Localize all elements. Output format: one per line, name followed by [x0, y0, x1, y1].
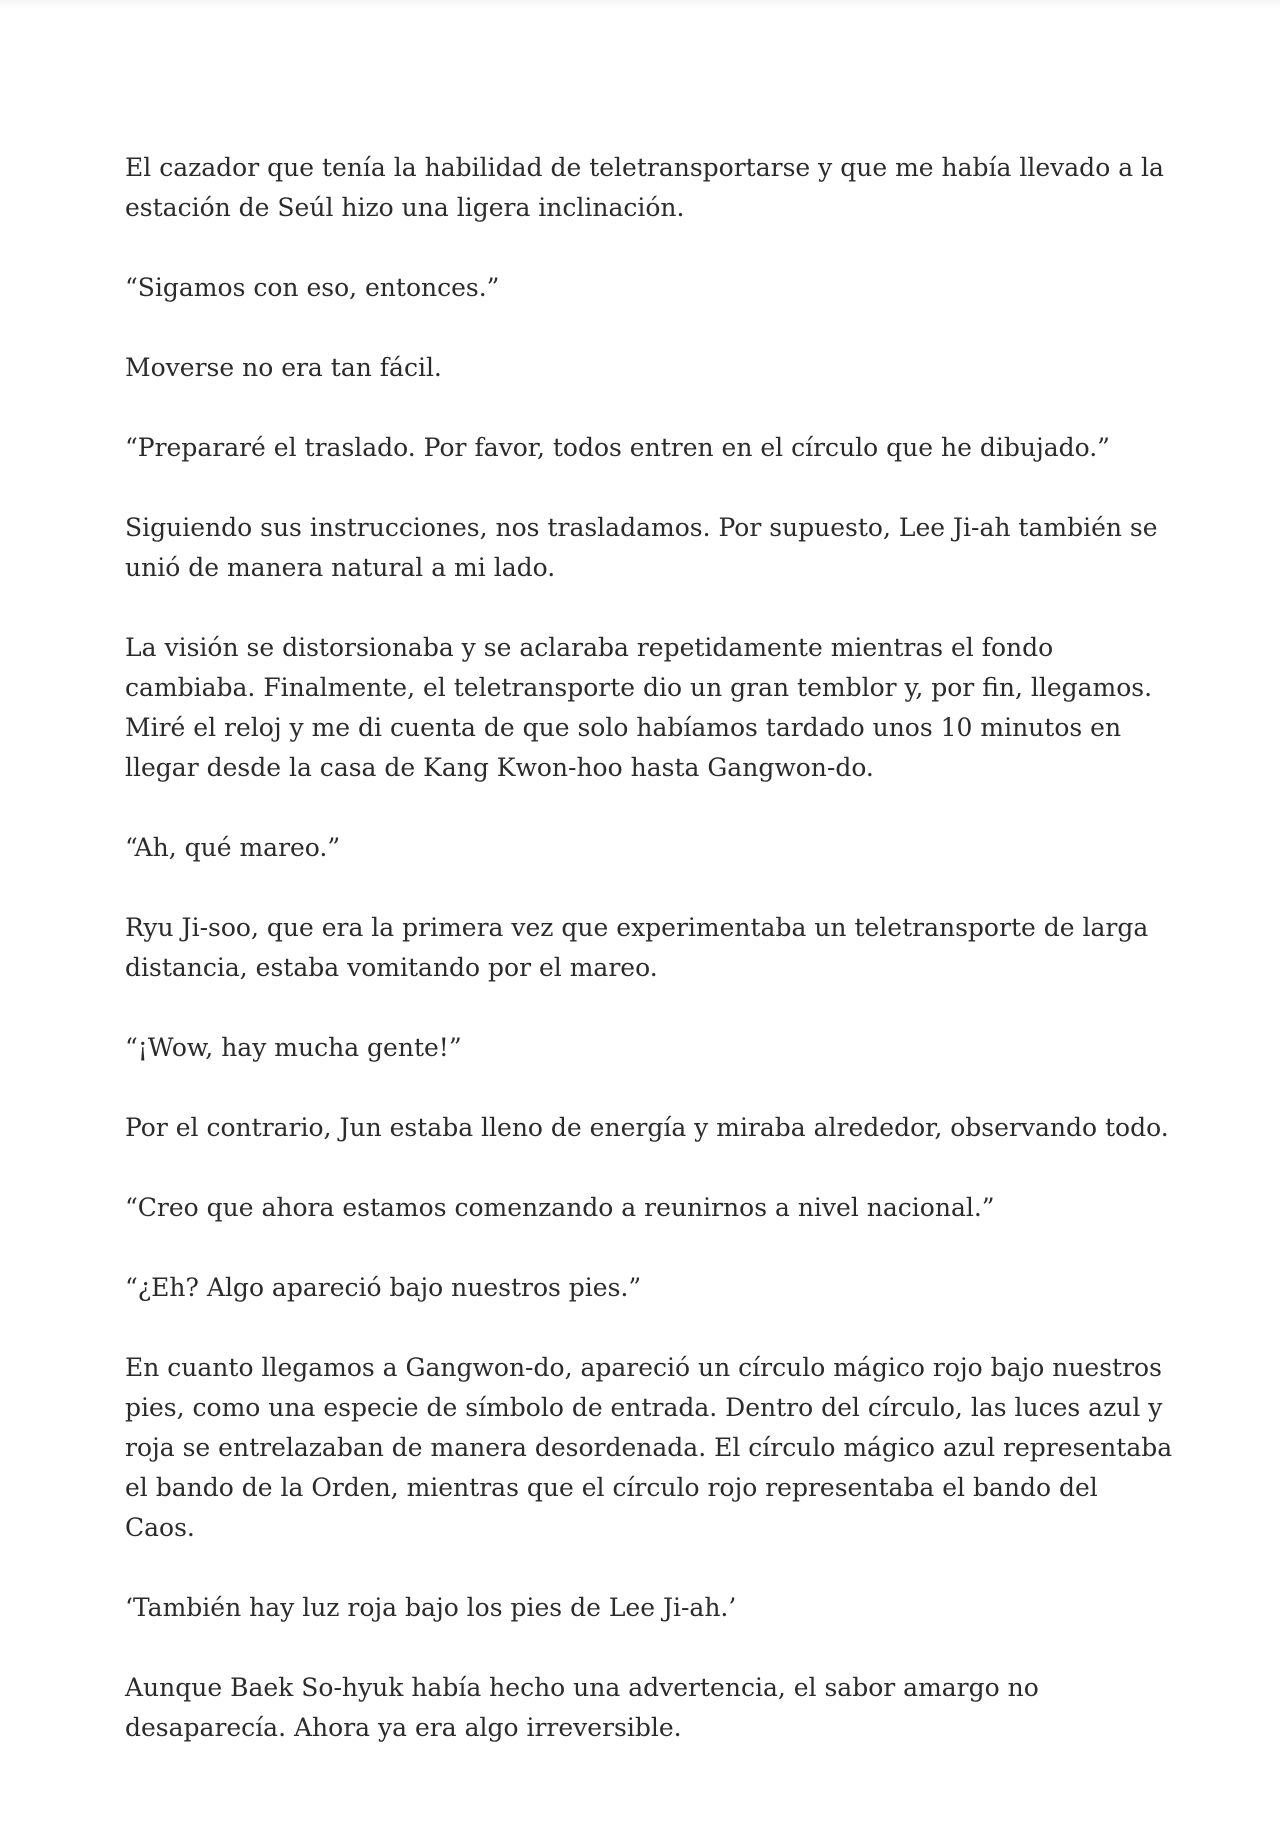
- paragraph-3: Moverse no era tan fácil.: [125, 353, 442, 382]
- paragraph-2: “Sigamos con eso, entonces.”: [125, 273, 500, 302]
- paragraph-6: La visión se distorsionaba y se aclaraba repetidamente mientras el fondo cambiaba. Finalmente, el teletransporte dio un gran temblor y, por fin, llegamos. Miré el reloj y me di cuenta de que solo habíamos tardado unos 10 minutos en llegar desde la casa de Kang Kwon-hoo hasta Gangwon-do.: [125, 633, 1153, 782]
- top-edge-shadow: [0, 0, 1280, 10]
- paragraph-9: “¡Wow, hay mucha gente!”: [125, 1033, 462, 1062]
- paragraph-14: ‘También hay luz roja bajo los pies de Lee Ji-ah.’: [125, 1593, 737, 1622]
- document-body: [125, 148, 1175, 1788]
- paragraph-10: Por el contrario, Jun estaba lleno de energía y miraba alrededor, observando todo.: [125, 1113, 1169, 1142]
- paragraph-13: En cuanto llegamos a Gangwon-do, apareció un círculo mágico rojo bajo nuestros pies, como una especie de símbolo de entrada. Dentro del círculo, las luces azul y roja se entrelazaban de manera desordenada. El círculo mágico azul representaba el bando de la Orden, mientras que el círculo rojo representaba el bando del Caos.: [125, 1353, 1173, 1542]
- paragraph-11: “Creo que ahora estamos comenzando a reunirnos a nivel nacional.”: [125, 1193, 995, 1222]
- paragraph-1: El cazador que tenía la habilidad de teletransportarse y que me había llevado a la estación de Seúl hizo una ligera inclinación.: [125, 153, 1164, 222]
- paragraph-7: “Ah, qué mareo.”: [125, 833, 341, 862]
- paragraph-4: “Prepararé el traslado. Por favor, todos entren en el círculo que he dibujado.”: [125, 433, 1110, 462]
- paragraph-8: Ryu Ji-soo, que era la primera vez que experimentaba un teletransporte de larga distancia, estaba vomitando por el mareo.: [125, 913, 1149, 982]
- paragraph-12: “¿Eh? Algo apareció bajo nuestros pies.”: [125, 1273, 642, 1302]
- paragraph-15: Aunque Baek So-hyuk había hecho una advertencia, el sabor amargo no desaparecía. Ahora ya era algo irreversible.: [125, 1673, 1039, 1742]
- paragraph-5: Siguiendo sus instrucciones, nos trasladamos. Por supuesto, Lee Ji-ah también se unió de manera natural a mi lado.: [125, 513, 1158, 582]
